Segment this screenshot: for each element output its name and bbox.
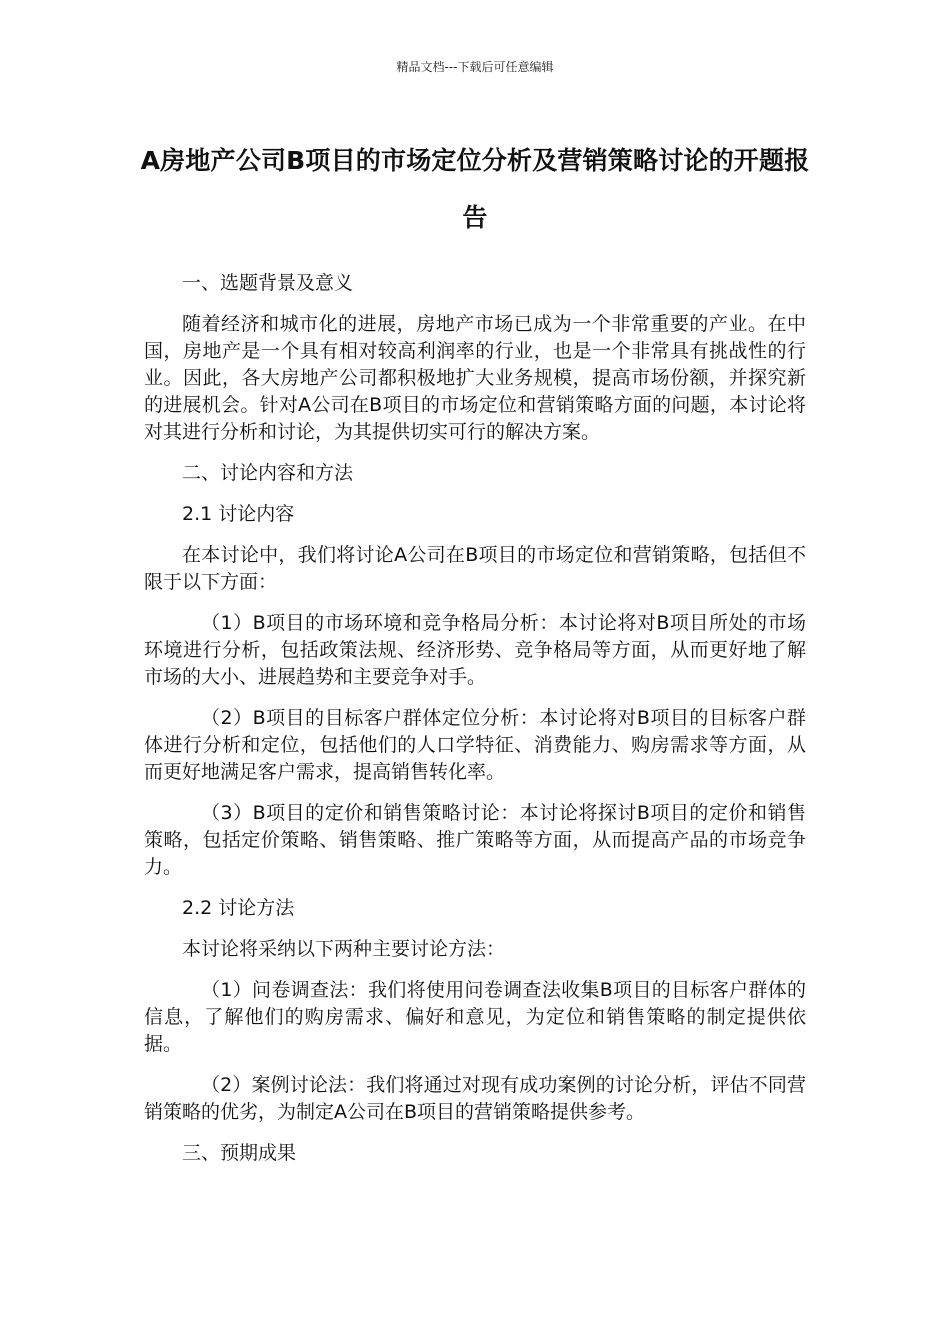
list-item: （1）B项目的市场环境和竞争格局分析：本讨论将对B项目所处的市场环境进行分析，包括政策法规、经济形势、竞争格局等方面，从而更好地了解市场的大小、进展趋势和主要竞争对手。 [144,612,806,688]
list-item: （1）问卷调查法：我们将使用问卷调查法收集B项目的目标客户群体的信息，了解他们的购房需求、偏好和意见，为定位和销售策略的制定提供依据。 [144,979,806,1055]
body-paragraph: 在本讨论中，我们将讨论A公司在B项目的市场定位和营销策略，包括但不限于以下方面： [144,544,806,593]
subsection-heading: 2.2 讨论方法 [182,897,295,919]
document-title: A房地产公司B项目的市场定位分析及营销策略讨论的开题报告 [140,146,810,232]
section-heading: 三、预期成果 [182,1142,297,1164]
body-paragraph: 本讨论将采纳以下两种主要讨论方法： [182,938,506,960]
document-body [144,270,806,1181]
section-heading: 二、讨论内容和方法 [182,462,354,484]
section-heading: 一、选题背景及意义 [182,272,354,294]
header-note: 精品文档---下载后可任意编辑 [396,60,554,74]
list-item: （2）案例讨论法：我们将通过对现有成功案例的讨论分析，评估不同营销策略的优劣，为制定A公司在B项目的营销策略提供参考。 [144,1074,806,1123]
list-item: （2）B项目的目标客户群体定位分析：本讨论将对B项目的目标客户群体进行分析和定位，包括他们的人口学特征、消费能力、购房需求等方面，从而更好地满足客户需求，提高销售转化率。 [144,707,806,783]
list-item: （3）B项目的定价和销售策略讨论：本讨论将探讨B项目的定价和销售策略，包括定价策略、销售策略、推广策略等方面，从而提高产品的市场竞争力。 [144,802,806,878]
body-paragraph: 随着经济和城市化的进展，房地产市场已成为一个非常重要的产业。在中国，房地产是一个具有相对较高利润率的行业，也是一个非常具有挑战性的行业。因此，各大房地产公司都积极地扩大业务规模，提高市场份额，并探究新的进展机会。针对A公司在B项目的市场定位和营销策略方面的问题，本讨论将对其进行分析和讨论，为其提供切实可行的解决方案。 [144,313,806,443]
subsection-heading: 2.1 讨论内容 [182,503,295,525]
